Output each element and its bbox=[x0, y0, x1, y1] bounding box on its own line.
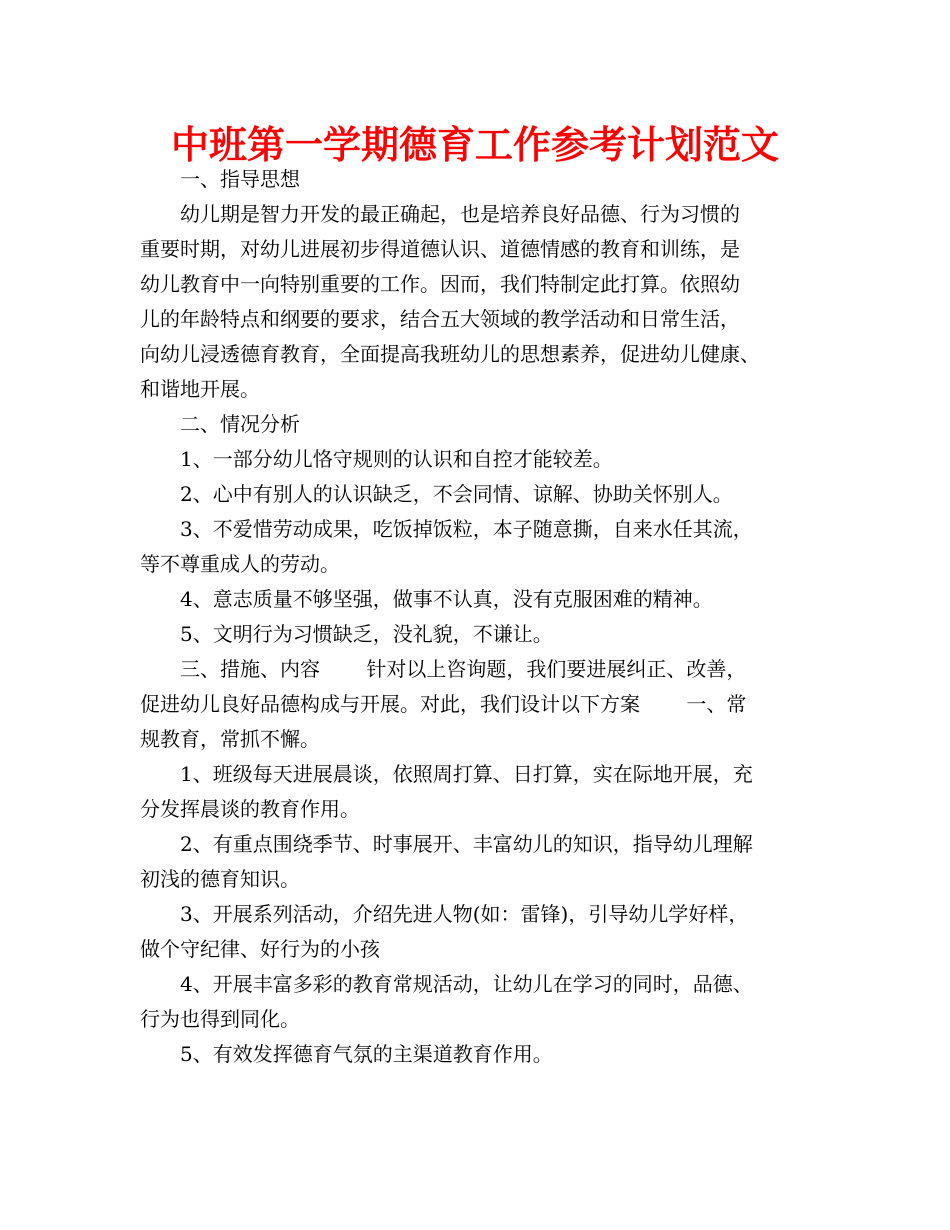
list-item-continuation: 等不尊重成人的劳动。 bbox=[140, 552, 340, 576]
section-heading-guiding-ideology: 一、指导思想 bbox=[140, 167, 300, 191]
list-item: 1、一部分幼儿恪守规则的认识和自控才能较差。 bbox=[140, 447, 613, 471]
section-heading-measures: 三、措施、内容 针对以上咨询题，我们要进展纠正、改善， bbox=[140, 657, 747, 681]
list-item: 4、开展丰富多彩的教育常规活动，让幼儿在学习的同时，品德、 bbox=[140, 972, 753, 996]
section-heading-situation-analysis: 二、情况分析 bbox=[140, 412, 300, 436]
paragraph-line: 和谐地开展。 bbox=[140, 377, 260, 401]
list-item: 2、心中有别人的认识缺乏，不会同情、谅解、协助关怀别人。 bbox=[140, 482, 733, 506]
paragraph-line: 幼儿期是智力开发的最正确起，也是培养良好品德、行为习惯的 bbox=[140, 202, 740, 226]
paragraph-line: 幼儿教育中一向特别重要的工作。因而，我们特制定此打算。依照幼 bbox=[140, 272, 740, 296]
paragraph-line: 促进幼儿良好品德构成与开展。对此，我们设计以下方案 一、常 bbox=[140, 692, 747, 716]
list-item-continuation: 初浅的德育知识。 bbox=[140, 867, 300, 891]
paragraph-line: 规教育，常抓不懈。 bbox=[140, 727, 320, 751]
list-item: 5、文明行为习惯缺乏，没礼貌，不谦让。 bbox=[140, 622, 553, 646]
list-item: 1、班级每天进展晨谈，依照周打算、日打算，实在际地开展，充 bbox=[140, 762, 753, 786]
paragraph-line: 儿的年龄特点和纲要的要求，结合五大领域的教学活动和日常生活， bbox=[140, 307, 740, 331]
list-item: 3、开展系列活动，介绍先进人物(如：雷锋)，引导幼儿学好样， bbox=[140, 902, 749, 926]
list-item: 5、有效发挥德育气氛的主渠道教育作用。 bbox=[140, 1042, 553, 1066]
paragraph-line: 向幼儿浸透德育教育，全面提高我班幼儿的思想素养，促进幼儿健康、 bbox=[140, 342, 760, 366]
list-item: 2、有重点围绕季节、时事展开、丰富幼儿的知识，指导幼儿理解 bbox=[140, 832, 753, 856]
list-item-continuation: 行为也得到同化。 bbox=[140, 1007, 300, 1031]
list-item: 4、意志质量不够坚强，做事不认真，没有克服困难的精神。 bbox=[140, 587, 713, 611]
list-item-continuation: 分发挥晨谈的教育作用。 bbox=[140, 797, 360, 821]
document-title: 中班第一学期德育工作参考计划范文 bbox=[170, 123, 779, 167]
list-item: 3、不爱惜劳动成果，吃饭掉饭粒，本子随意撕，自来水任其流， bbox=[140, 517, 753, 541]
list-item-continuation: 做个守纪律、好行为的小孩 bbox=[140, 937, 380, 961]
paragraph-line: 重要时期，对幼儿进展初步得道德认识、道德情感的教育和训练，是 bbox=[140, 237, 740, 261]
document-body bbox=[140, 162, 820, 1072]
